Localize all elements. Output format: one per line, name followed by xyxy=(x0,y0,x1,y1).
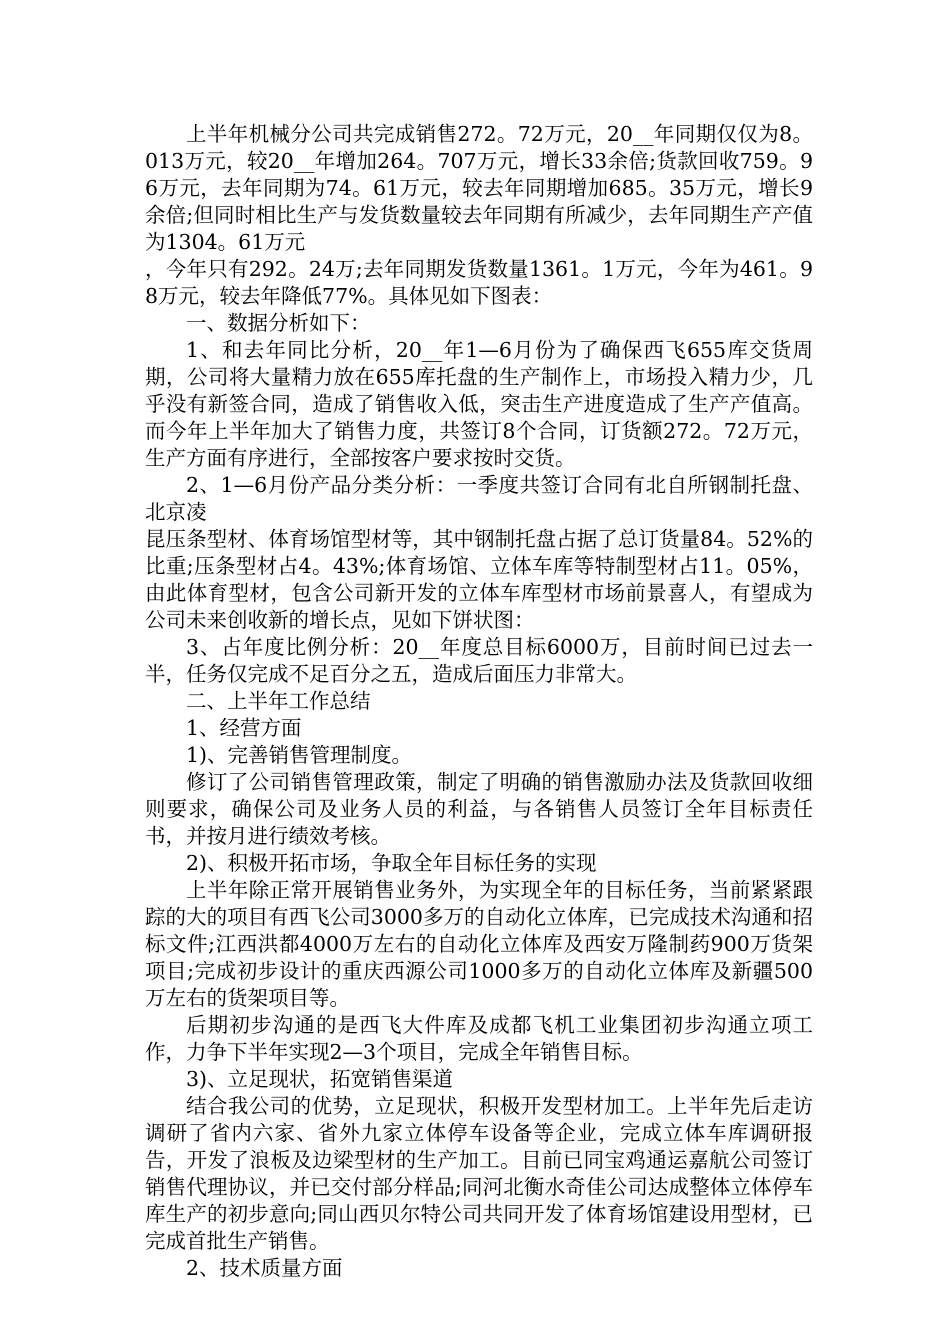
heading-data-analysis: 一、数据分析如下： xyxy=(186,311,371,335)
subheading-market-expansion: 2)、积极开拓市场，争取全年目标任务的实现 xyxy=(186,851,597,875)
heading-technical-quality: 2、技术质量方面 xyxy=(186,1256,343,1280)
paragraph-sales-channels: 结合我公司的优势，立足现状，积极开发型材加工。上半年先后走访调研了省内六家、省外九家立体停车设备等企业，完成立体车库调研报告，开发了浪板及边梁型材的生产加工。目前已同宝鸡通运嘉航公司签订销售代理协议，并已交付部分样品;同河北衡水奇佳公司达成整体立体停车库生产的初步意向;同山西贝尔特公司共同开发了体育场馆建设用型材，已完成首批生产销售。 xyxy=(145,1094,813,1253)
heading-operations: 1、经营方面 xyxy=(186,716,302,740)
heading-work-summary: 二、上半年工作总结 xyxy=(186,689,371,713)
document-body xyxy=(145,121,813,1282)
paragraph-category-analysis: 2、1—6月份产品分类分析：一季度共签订合同有北自所钢制托盘、北京凌 xyxy=(145,473,813,524)
paragraph-yoy-analysis: 1、和去年同比分析，20__年1—6月份为了确保西飞655库交货周期，公司将大量精力放在655库托盘的生产制作上，市场投入精力少，几乎没有新签合同，造成了销售收入低，突击生产进度造成了生产产值高。而今年上半年加大了销售力度，共签订8个合同，订货额272。72万元，生产方面有序进行，全部按客户要求按时交货。 xyxy=(145,338,813,470)
paragraph-sales-summary: 上半年机械分公司共完成销售272。72万元，20__年同期仅仅为8。013万元，较20__年增加264。707万元，增长33余倍;货款回收759。96万元，去年同期为74。61万元，较去年同期增加685。35万元，增长9余倍;但同时相比生产与发货数量较去年同期有所减少，去年同期生产产值为1304。61万元 xyxy=(145,122,813,254)
paragraph-annual-ratio-analysis: 3、占年度比例分析：20__年度总目标6000万，目前时间已过去一半，任务仅完成不足百分之五，造成后面压力非常大。 xyxy=(145,635,813,686)
paragraph-sales-management: 修订了公司销售管理政策，制定了明确的销售激励办法及货款回收细则要求，确保公司及业务人员的利益，与各销售人员签订全年目标责任书，并按月进行绩效考核。 xyxy=(145,770,813,848)
subheading-sales-management: 1)、完善销售管理制度。 xyxy=(186,743,413,767)
paragraph-category-analysis-continued: 昆压条型材、体育场馆型材等，其中钢制托盘占据了总订货量84。52%的比重;压条型材占4。43%;体育场馆、立体车库等特制型材占11。05%，由此体育型材，包含公司新开发的立体车库型材市场前景喜人，有望成为公司未来创收新的增长点，见如下饼状图： xyxy=(145,527,813,632)
paragraph-market-projects: 上半年除正常开展销售业务外，为实现全年的目标任务，当前紧紧跟踪的大的项目有西飞公司3000多万的自动化立体库，已完成技术沟通和招标文件;江西洪都4000万左右的自动化立体库及西安万隆制药900万货架项目;完成初步设计的重庆西源公司1000多万的自动化立体库及新疆500万左右的货架项目等。 xyxy=(145,878,813,1010)
paragraph-sales-summary-continued: ，今年只有292。24万;去年同期发货数量1361。1万元，今年为461。98万元，较去年降低77%。具体见如下图表： xyxy=(145,257,813,308)
paragraph-later-projects: 后期初步沟通的是西飞大件库及成都飞机工业集团初步沟通立项工作，力争下半年实现2—3个项目，完成全年销售目标。 xyxy=(145,1013,813,1064)
subheading-sales-channels: 3)、立足现状，拓宽销售渠道 xyxy=(186,1067,454,1091)
